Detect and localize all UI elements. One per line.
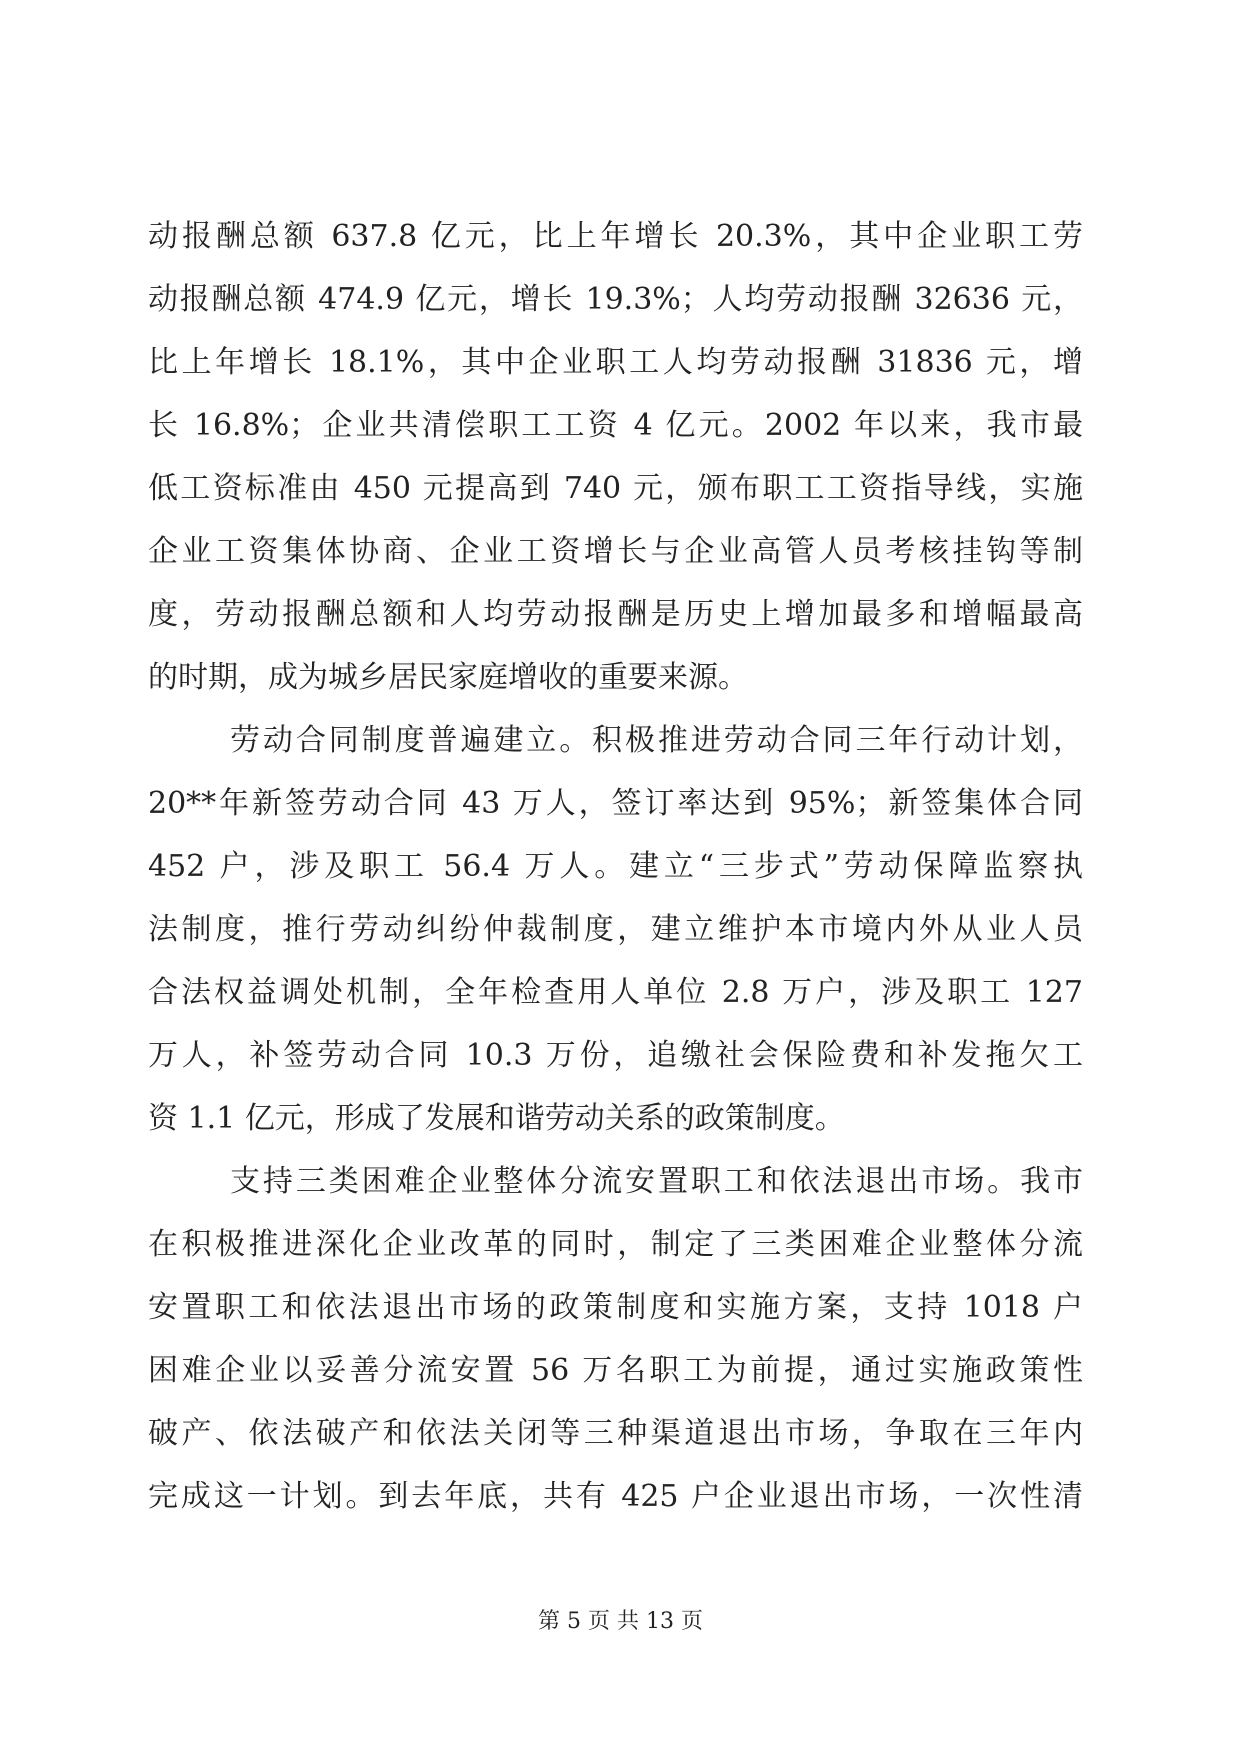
text-line: 比上年增长 18.1%，其中企业职工人均劳动报酬 31836 元，增	[148, 345, 1083, 380]
text-line: 452 户，涉及职工 56.4 万人。建立“三步式”劳动保障监察执	[148, 849, 1083, 884]
text-line: 困难企业以妥善分流安置 56 万名职工为前提，通过实施政策性	[148, 1353, 1083, 1388]
text-line: 合法权益调处机制，全年检查用人单位 2.8 万户，涉及职工 127	[148, 975, 1083, 1010]
text-line: 法制度，推行劳动纠纷仲裁制度，建立维护本市境内外从业人员	[148, 912, 1083, 947]
page-footer	[0, 1604, 1241, 1635]
text-line: 长 16.8%；企业共清偿职工工资 4 亿元。2002 年以来，我市最	[148, 408, 1083, 443]
text-line: 破产、依法破产和依法关闭等三种渠道退出市场，争取在三年内	[148, 1416, 1083, 1451]
text-line: 完成这一计划。到去年底，共有 425 户企业退出市场，一次性清	[148, 1479, 1083, 1514]
text-line: 动报酬总额 474.9 亿元，增长 19.3%；人均劳动报酬 32636 元，	[148, 282, 1083, 317]
text-line: 度，劳动报酬总额和人均劳动报酬是历史上增加最多和增幅最高	[148, 597, 1083, 632]
body-text	[148, 205, 1083, 1528]
text-line: 万人，补签劳动合同 10.3 万份，追缴社会保险费和补发拖欠工	[148, 1038, 1083, 1073]
text-line: 低工资标准由 450 元提高到 740 元，颁布职工工资指导线，实施	[148, 471, 1083, 506]
text-line: 的时期，成为城乡居民家庭增收的重要来源。	[148, 660, 748, 695]
text-line: 支持三类困难企业整体分流安置职工和依法退出市场。我市	[230, 1164, 1083, 1199]
text-line: 在积极推进深化企业改革的同时，制定了三类困难企业整体分流	[148, 1227, 1083, 1262]
text-line: 动报酬总额 637.8 亿元，比上年增长 20.3%，其中企业职工劳	[148, 219, 1083, 254]
text-line: 20**年新签劳动合同 43 万人，签订率达到 95%；新签集体合同	[148, 786, 1083, 821]
text-line: 安置职工和依法退出市场的政策制度和实施方案，支持 1018 户	[148, 1290, 1083, 1325]
text-line: 资 1.1 亿元，形成了发展和谐劳动关系的政策制度。	[148, 1101, 845, 1136]
page-number-label: 第 5 页 共 13 页	[538, 1609, 703, 1634]
text-line: 劳动合同制度普遍建立。积极推进劳动合同三年行动计划，	[230, 723, 1083, 758]
text-line: 企业工资集体协商、企业工资增长与企业高管人员考核挂钩等制	[148, 534, 1083, 569]
